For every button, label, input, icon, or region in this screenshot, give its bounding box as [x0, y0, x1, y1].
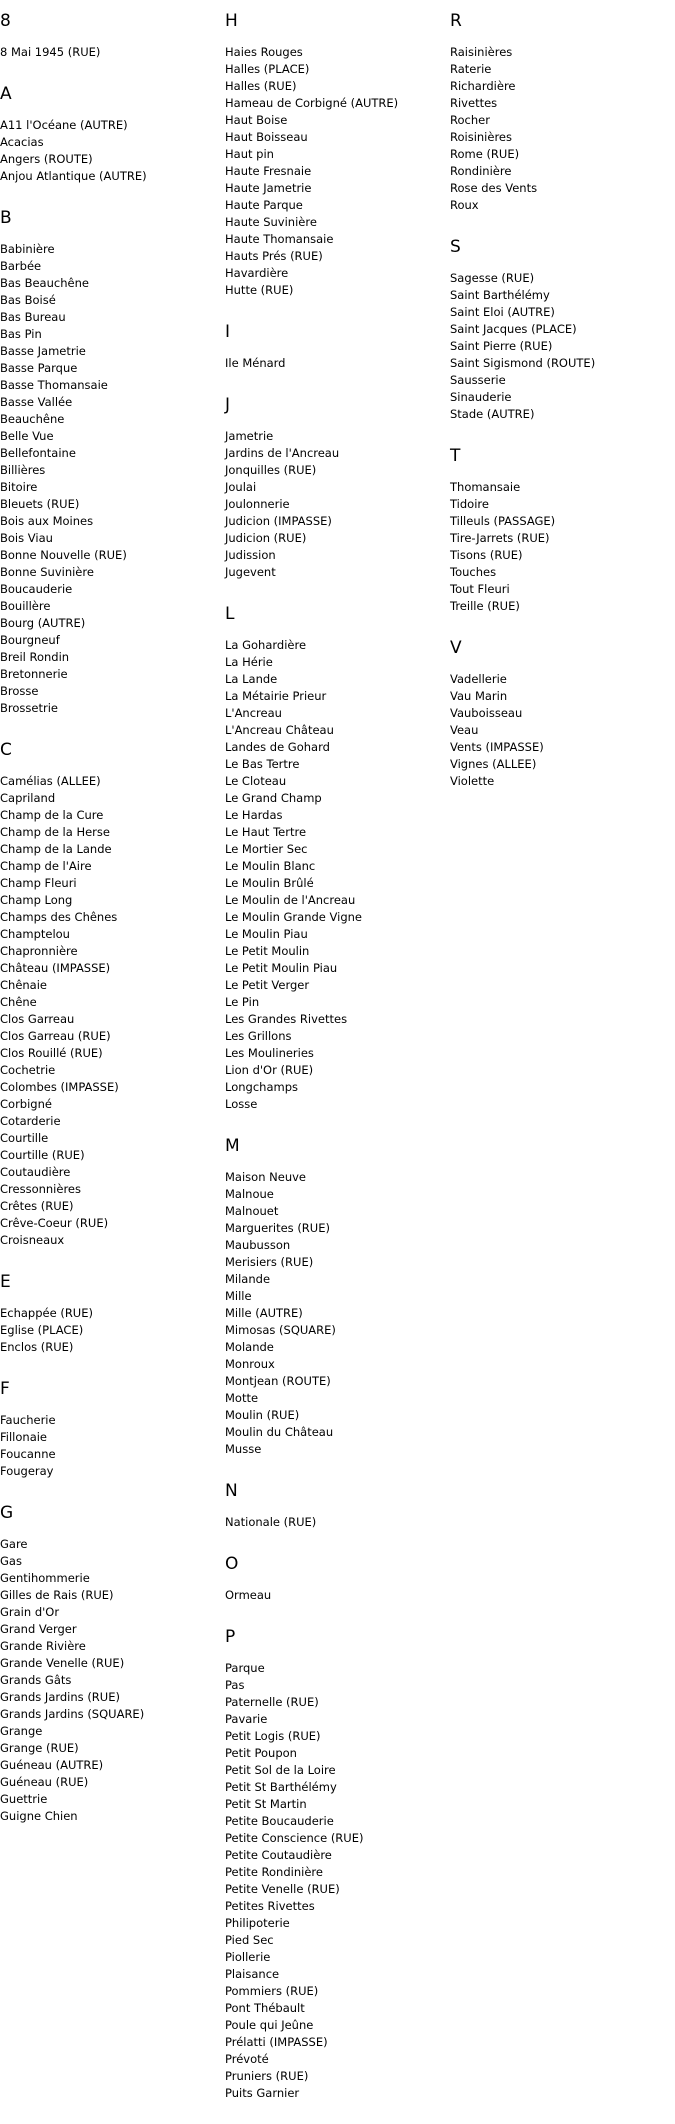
letter-section — [225, 603, 445, 1113]
street-link[interactable]: Crêtes (RUE) — [0, 1199, 74, 1213]
street-link[interactable]: Saint Eloi (AUTRE) — [450, 305, 555, 319]
letter-section — [450, 445, 670, 615]
street-link[interactable]: Bouillère — [0, 599, 51, 613]
street-link[interactable]: La Métairie Prieur — [225, 689, 327, 703]
street-link[interactable]: Jardins de l'Ancreau — [225, 446, 340, 460]
street-link[interactable]: Bonne Nouvelle (RUE) — [0, 548, 127, 562]
street-link[interactable]: Pied Sec — [225, 1933, 274, 1947]
street-link[interactable]: Crêve-Coeur (RUE) — [0, 1216, 109, 1230]
street-link[interactable]: Les Grillons — [225, 1029, 292, 1043]
street-list — [225, 428, 445, 581]
street-link[interactable]: Bas Boisé — [0, 293, 56, 307]
street-link[interactable]: Jonquilles (RUE) — [225, 463, 317, 477]
street-link[interactable]: Le Hardas — [225, 808, 283, 822]
street-list — [225, 1169, 445, 1458]
street-link[interactable]: Brosse — [0, 684, 39, 698]
street-link[interactable]: Les Grandes Rivettes — [225, 1012, 348, 1026]
street-link[interactable]: Petit Sol de la Loire — [225, 1763, 336, 1777]
letter-heading: E — [0, 1272, 11, 1292]
street-link[interactable]: Le Haut Tertre — [225, 825, 307, 839]
street-link[interactable]: Roisinières — [450, 130, 512, 144]
street-link[interactable]: Gare — [0, 1537, 28, 1551]
street-link[interactable]: Breil Rondin — [0, 650, 70, 664]
street-index-column-2 — [225, 10, 445, 2124]
street-link[interactable]: Molande — [225, 1340, 274, 1354]
letter-heading: I — [225, 322, 231, 342]
street-link[interactable]: Champ de l'Aire — [0, 859, 92, 873]
street-link[interactable]: Vadellerie — [450, 672, 507, 686]
street-link[interactable]: Maubusson — [225, 1238, 291, 1252]
street-link[interactable]: Guettrie — [0, 1792, 48, 1806]
letter-heading: R — [450, 11, 462, 31]
street-link[interactable]: Petite Rondinière — [225, 1865, 323, 1879]
street-link[interactable]: Echappée (RUE) — [0, 1306, 93, 1320]
street-link[interactable]: Plaisance — [225, 1967, 280, 1981]
street-link[interactable]: Richardière — [450, 79, 516, 93]
street-link[interactable]: Pas — [225, 1678, 245, 1692]
street-link[interactable]: Sinauderie — [450, 390, 512, 404]
street-link[interactable]: Le Bas Tertre — [225, 757, 300, 771]
street-link[interactable]: Haut Boisseau — [225, 130, 308, 144]
letter-section — [0, 1378, 220, 1480]
street-link[interactable]: Bitoire — [0, 480, 38, 494]
street-link[interactable]: Rondinière — [450, 164, 512, 178]
street-link[interactable]: Landes de Gohard — [225, 740, 330, 754]
street-link[interactable]: La Hérie — [225, 655, 273, 669]
street-link[interactable]: Fougeray — [0, 1464, 54, 1478]
street-link[interactable]: Fillonaie — [0, 1430, 48, 1444]
street-link[interactable]: Mimosas (SQUARE) — [225, 1323, 336, 1337]
street-index-column-3 — [450, 10, 670, 812]
street-link[interactable]: Prévoté — [225, 2052, 269, 2066]
street-link[interactable]: Nationale (RUE) — [225, 1515, 317, 1529]
letter-heading: P — [225, 1627, 236, 1647]
letter-heading: O — [225, 1554, 239, 1574]
street-link[interactable]: Vauboisseau — [450, 706, 523, 720]
street-link[interactable]: Pont Thébault — [225, 2001, 305, 2015]
street-link[interactable]: Raisinières — [450, 45, 513, 59]
street-link[interactable]: Havardière — [225, 266, 289, 280]
street-link[interactable]: Le Petit Moulin — [225, 944, 310, 958]
street-link[interactable]: Angers (ROUTE) — [0, 152, 93, 166]
street-link[interactable]: Merisiers (RUE) — [225, 1255, 314, 1269]
street-link[interactable]: Grange — [0, 1724, 43, 1738]
street-link[interactable]: Roux — [450, 198, 479, 212]
street-link[interactable]: Haute Thomansaie — [225, 232, 334, 246]
street-link[interactable]: Boucauderie — [0, 582, 73, 596]
letter-section — [225, 1135, 445, 1458]
street-link[interactable]: Moulin (RUE) — [225, 1408, 300, 1422]
letter-heading: V — [450, 638, 462, 658]
street-link[interactable]: Saint Sigismond (ROUTE) — [450, 356, 596, 370]
street-link[interactable]: Tisons (RUE) — [450, 548, 523, 562]
street-link[interactable]: Le Grand Champ — [225, 791, 322, 805]
street-link[interactable]: Champ de la Herse — [0, 825, 110, 839]
street-list — [0, 241, 220, 717]
street-link[interactable]: Grande Venelle (RUE) — [0, 1656, 125, 1670]
street-link[interactable]: Chêne — [0, 995, 37, 1009]
street-link[interactable]: Bois Viau — [0, 531, 53, 545]
letter-section — [225, 1553, 445, 1604]
street-link[interactable]: Tout Fleuri — [450, 582, 510, 596]
letter-section — [225, 1626, 445, 2102]
street-link[interactable]: Le Cloteau — [225, 774, 287, 788]
letter-heading: J — [225, 395, 231, 415]
street-link[interactable]: Rocher — [450, 113, 490, 127]
street-link[interactable]: Clos Rouillé (RUE) — [0, 1046, 103, 1060]
street-link[interactable]: L'Ancreau — [225, 706, 282, 720]
street-link[interactable]: Grange (RUE) — [0, 1741, 79, 1755]
street-link[interactable]: Petit St Martin — [225, 1797, 307, 1811]
street-link[interactable]: Guéneau (RUE) — [0, 1775, 89, 1789]
street-link[interactable]: Hameau de Corbigné (AUTRE) — [225, 96, 399, 110]
street-list — [0, 1305, 220, 1356]
street-link[interactable]: Petit Logis (RUE) — [225, 1729, 321, 1743]
street-link[interactable]: Acacias — [0, 135, 44, 149]
letter-section — [0, 739, 220, 1249]
street-link[interactable]: Le Moulin de l'Ancreau — [225, 893, 356, 907]
street-link[interactable]: Barbée — [0, 259, 42, 273]
street-link[interactable]: Vents (IMPASSE) — [450, 740, 544, 754]
street-link[interactable]: Bourgneuf — [0, 633, 60, 647]
street-link[interactable]: Champ Fleuri — [0, 876, 77, 890]
street-link[interactable]: Monroux — [225, 1357, 275, 1371]
letter-heading: T — [450, 446, 461, 466]
street-link[interactable]: Losse — [225, 1097, 258, 1111]
street-link[interactable]: Judission — [225, 548, 276, 562]
street-link[interactable]: Guigne Chien — [0, 1809, 78, 1823]
street-link[interactable]: Le Petit Moulin Piau — [225, 961, 338, 975]
street-link[interactable]: Paternelle (RUE) — [225, 1695, 319, 1709]
street-list — [225, 1587, 445, 1604]
street-list — [225, 44, 445, 299]
street-link[interactable]: Piollerie — [225, 1950, 271, 1964]
street-link[interactable]: Mille (AUTRE) — [225, 1306, 303, 1320]
street-index-column-1 — [0, 10, 220, 1847]
street-link[interactable]: L'Ancreau Château — [225, 723, 334, 737]
street-link[interactable]: Lion d'Or (RUE) — [225, 1063, 314, 1077]
street-list — [225, 637, 445, 1113]
letter-section — [225, 394, 445, 581]
street-link[interactable]: Moulin du Château — [225, 1425, 334, 1439]
letter-section — [0, 83, 220, 185]
street-link[interactable]: Gentihommerie — [0, 1571, 90, 1585]
street-link[interactable]: Anjou Atlantique (AUTRE) — [0, 169, 147, 183]
street-link[interactable]: Sagesse (RUE) — [450, 271, 535, 285]
street-link[interactable]: Touches — [450, 565, 497, 579]
street-link[interactable]: Joulai — [225, 480, 257, 494]
street-link[interactable]: Malnouet — [225, 1204, 279, 1218]
street-link[interactable]: Bleuets (RUE) — [0, 497, 80, 511]
street-link[interactable]: Judicion (IMPASSE) — [225, 514, 332, 528]
street-link[interactable]: Petit Poupon — [225, 1746, 297, 1760]
street-link[interactable]: Basse Parque — [0, 361, 78, 375]
street-link[interactable]: Basse Thomansaie — [0, 378, 108, 392]
letter-heading: C — [0, 740, 12, 760]
street-link[interactable]: Gas — [0, 1554, 22, 1568]
street-link[interactable]: Petite Venelle (RUE) — [225, 1882, 340, 1896]
street-link[interactable]: Montjean (ROUTE) — [225, 1374, 331, 1388]
street-link[interactable]: Cressonnières — [0, 1182, 81, 1196]
street-link[interactable]: Bellefontaine — [0, 446, 76, 460]
street-link[interactable]: Pavarie — [225, 1712, 268, 1726]
street-link[interactable]: Champ de la Cure — [0, 808, 104, 822]
street-link[interactable]: Le Moulin Brûlé — [225, 876, 314, 890]
street-link[interactable]: Château (IMPASSE) — [0, 961, 111, 975]
street-link[interactable]: Champ de la Lande — [0, 842, 112, 856]
street-link[interactable]: La Lande — [225, 672, 278, 686]
street-link[interactable]: A11 l'Océane (AUTRE) — [0, 118, 128, 132]
letter-section — [0, 207, 220, 717]
street-link[interactable]: Les Moulineries — [225, 1046, 314, 1060]
street-link[interactable]: Chapronnière — [0, 944, 78, 958]
street-link[interactable]: Veau — [450, 723, 479, 737]
street-link[interactable]: Bas Beauchêne — [0, 276, 89, 290]
street-link[interactable]: Cochetrie — [0, 1063, 56, 1077]
street-link[interactable]: Babinière — [0, 242, 55, 256]
street-link[interactable]: Jametrie — [225, 429, 274, 443]
street-link[interactable]: Camélias (ALLEE) — [0, 774, 101, 788]
street-link[interactable]: Sausserie — [450, 373, 506, 387]
street-link[interactable]: Haut pin — [225, 147, 274, 161]
street-link[interactable]: Coutaudière — [0, 1165, 71, 1179]
street-link[interactable]: Champtelou — [0, 927, 70, 941]
street-link[interactable]: Saint Jacques (PLACE) — [450, 322, 577, 336]
street-link[interactable]: Enclos (RUE) — [0, 1340, 74, 1354]
street-link[interactable]: Champs des Chênes — [0, 910, 118, 924]
street-list — [450, 270, 670, 423]
street-link[interactable]: Le Pin — [225, 995, 260, 1009]
street-link[interactable]: Puits Garnier — [225, 2086, 300, 2100]
street-link[interactable]: Jugevent — [225, 565, 276, 579]
street-link[interactable]: Eglise (PLACE) — [0, 1323, 84, 1337]
street-link[interactable]: Maison Neuve — [225, 1170, 306, 1184]
street-link[interactable]: Saint Barthélémy — [450, 288, 550, 302]
street-list — [450, 479, 670, 615]
street-link[interactable]: Tidoire — [450, 497, 489, 511]
street-link[interactable]: Philipoterie — [225, 1916, 290, 1930]
street-link[interactable]: Judicion (RUE) — [225, 531, 307, 545]
street-link[interactable]: Vignes (ALLEE) — [450, 757, 537, 771]
street-link[interactable]: Billières — [0, 463, 46, 477]
street-link[interactable]: Halles (PLACE) — [225, 62, 310, 76]
street-link[interactable]: La Gohardière — [225, 638, 307, 652]
letter-heading: G — [0, 1503, 14, 1523]
street-list — [450, 671, 670, 790]
letter-heading: B — [0, 208, 12, 228]
letter-heading: H — [225, 11, 238, 31]
street-link[interactable]: Corbigné — [0, 1097, 52, 1111]
street-link[interactable]: Croisneaux — [0, 1233, 65, 1247]
letter-section — [225, 1480, 445, 1531]
street-link[interactable]: Haute Parque — [225, 198, 303, 212]
street-link[interactable]: Saint Pierre (RUE) — [450, 339, 553, 353]
street-link[interactable]: Grands Gâts — [0, 1673, 72, 1687]
street-link[interactable]: Le Petit Verger — [225, 978, 310, 992]
street-link[interactable]: 8 Mai 1945 (RUE) — [0, 45, 101, 59]
letter-section — [0, 1271, 220, 1356]
street-list — [225, 355, 445, 372]
street-link[interactable]: Halles (RUE) — [225, 79, 297, 93]
street-link[interactable]: Grands Jardins (SQUARE) — [0, 1707, 145, 1721]
letter-section — [450, 637, 670, 790]
street-link[interactable]: Foucanne — [0, 1447, 56, 1461]
street-link[interactable]: Bois aux Moines — [0, 514, 94, 528]
letter-section — [450, 236, 670, 423]
street-link[interactable]: Bourg (AUTRE) — [0, 616, 86, 630]
letter-section — [225, 321, 445, 372]
street-link[interactable]: Mille — [225, 1289, 252, 1303]
street-link[interactable]: Violette — [450, 774, 495, 788]
letter-heading: L — [225, 604, 235, 624]
street-link[interactable]: Petite Boucauderie — [225, 1814, 334, 1828]
street-link[interactable]: Clos Garreau (RUE) — [0, 1029, 111, 1043]
street-link[interactable]: Le Moulin Piau — [225, 927, 308, 941]
street-link[interactable]: Le Mortier Sec — [225, 842, 308, 856]
street-link[interactable]: Bas Pin — [0, 327, 42, 341]
street-link[interactable]: Grands Jardins (RUE) — [0, 1690, 120, 1704]
street-list — [0, 44, 220, 61]
street-link[interactable]: Hauts Prés (RUE) — [225, 249, 323, 263]
street-link[interactable]: Colombes (IMPASSE) — [0, 1080, 119, 1094]
street-link[interactable]: Haute Fresnaie — [225, 164, 312, 178]
street-link[interactable]: Musse — [225, 1442, 262, 1456]
street-link[interactable]: Bretonnerie — [0, 667, 68, 681]
street-link[interactable]: Guéneau (AUTRE) — [0, 1758, 104, 1772]
street-link[interactable]: Chênaie — [0, 978, 47, 992]
street-link[interactable]: Faucherie — [0, 1413, 56, 1427]
street-link[interactable]: Milande — [225, 1272, 271, 1286]
street-list — [0, 773, 220, 1249]
street-link[interactable]: Haut Boise — [225, 113, 288, 127]
street-link[interactable]: Clos Garreau — [0, 1012, 75, 1026]
street-link[interactable]: Thomansaie — [450, 480, 521, 494]
street-link[interactable]: Prélatti (IMPASSE) — [225, 2035, 328, 2049]
street-link[interactable]: Rome (RUE) — [450, 147, 520, 161]
street-link[interactable]: Courtille — [0, 1131, 49, 1145]
street-link[interactable]: Vau Marin — [450, 689, 508, 703]
letter-heading: N — [225, 1481, 238, 1501]
street-link[interactable]: Pommiers (RUE) — [225, 1984, 319, 1998]
street-link[interactable]: Petit St Barthélémy — [225, 1780, 337, 1794]
street-link[interactable]: Tire-Jarrets (RUE) — [450, 531, 550, 545]
street-link[interactable]: Belle Vue — [0, 429, 54, 443]
street-link[interactable]: Grain d'Or — [0, 1605, 60, 1619]
street-link[interactable]: Petite Conscience (RUE) — [225, 1831, 364, 1845]
street-link[interactable]: Grand Verger — [0, 1622, 77, 1636]
street-link[interactable]: Le Moulin Grande Vigne — [225, 910, 362, 924]
street-link[interactable]: Rivettes — [450, 96, 498, 110]
street-link[interactable]: Petites Rivettes — [225, 1899, 315, 1913]
street-link[interactable]: Le Moulin Blanc — [225, 859, 316, 873]
letter-heading: F — [0, 1379, 10, 1399]
letter-section — [225, 10, 445, 299]
street-link[interactable]: Brossetrie — [0, 701, 58, 715]
street-link[interactable]: Courtille (RUE) — [0, 1148, 85, 1162]
street-link[interactable]: Bonne Suvinière — [0, 565, 94, 579]
letter-section — [0, 1502, 220, 1825]
street-link[interactable]: Petite Coutaudière — [225, 1848, 332, 1862]
letter-section — [0, 10, 220, 61]
street-list — [450, 44, 670, 214]
street-link[interactable]: Ile Ménard — [225, 356, 286, 370]
street-link[interactable]: Champ Long — [0, 893, 73, 907]
street-list — [225, 1514, 445, 1531]
street-link[interactable]: Basse Jametrie — [0, 344, 86, 358]
street-list — [225, 1660, 445, 2102]
street-link[interactable]: Haute Jametrie — [225, 181, 312, 195]
street-link[interactable]: Basse Vallée — [0, 395, 73, 409]
street-link[interactable]: Raterie — [450, 62, 492, 76]
letter-heading: 8 — [0, 11, 11, 31]
street-link[interactable]: Joulonnerie — [225, 497, 290, 511]
street-link[interactable]: Motte — [225, 1391, 259, 1405]
street-link[interactable]: Haute Suvinière — [225, 215, 317, 229]
street-list — [0, 1412, 220, 1480]
letter-heading: M — [225, 1136, 240, 1156]
street-link[interactable]: Marguerites (RUE) — [225, 1221, 330, 1235]
street-link[interactable]: Bas Bureau — [0, 310, 66, 324]
street-link[interactable]: Gilles de Rais (RUE) — [0, 1588, 114, 1602]
street-link[interactable]: Rose des Vents — [450, 181, 538, 195]
street-list — [0, 1536, 220, 1825]
street-link[interactable]: Stade (AUTRE) — [450, 407, 535, 421]
letter-section — [450, 10, 670, 214]
street-link[interactable]: Parque — [225, 1661, 265, 1675]
street-link[interactable]: Malnoue — [225, 1187, 274, 1201]
street-link[interactable]: Capriland — [0, 791, 56, 805]
street-link[interactable]: Beauchêne — [0, 412, 65, 426]
street-link[interactable]: Longchamps — [225, 1080, 298, 1094]
street-list — [0, 117, 220, 185]
street-link[interactable]: Poule qui Jeûne — [225, 2018, 314, 2032]
letter-heading: A — [0, 84, 12, 104]
street-link[interactable]: Pruniers (RUE) — [225, 2069, 309, 2083]
street-link[interactable]: Ormeau — [225, 1588, 272, 1602]
street-link[interactable]: Grande Rivière — [0, 1639, 86, 1653]
street-link[interactable]: Cotarderie — [0, 1114, 61, 1128]
street-link[interactable]: Tilleuls (PASSAGE) — [450, 514, 556, 528]
letter-heading: S — [450, 237, 461, 257]
street-link[interactable]: Treille (RUE) — [450, 599, 520, 613]
street-link[interactable]: Haies Rouges — [225, 45, 303, 59]
street-link[interactable]: Hutte (RUE) — [225, 283, 294, 297]
